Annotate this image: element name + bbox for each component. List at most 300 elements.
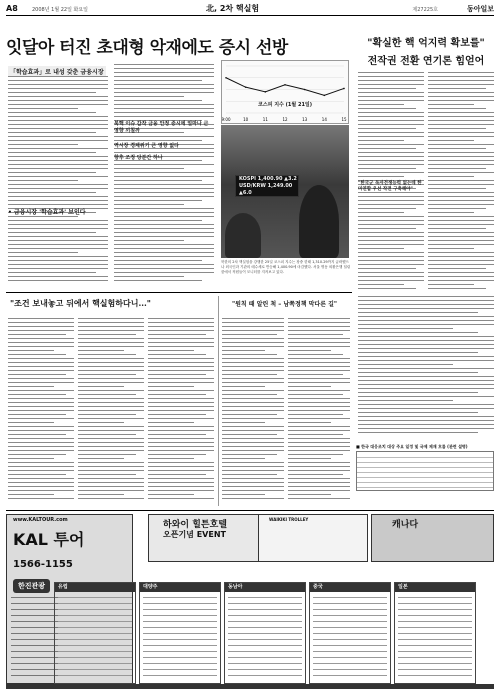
- text-line: [114, 212, 214, 213]
- lower-body-col5: [288, 318, 350, 504]
- text-line: [8, 172, 96, 173]
- text-line: [288, 338, 350, 339]
- region-ad-line: [58, 663, 132, 664]
- text-line: [78, 414, 136, 415]
- text-line: [288, 482, 350, 483]
- monitor-kospi: KOSPI 1,400.90 ▲3.2: [239, 176, 297, 182]
- text-line: [78, 410, 144, 411]
- text-line: [8, 180, 78, 181]
- region-ad-line: [58, 615, 132, 616]
- text-line: [222, 390, 284, 391]
- text-line: [8, 88, 108, 89]
- text-line: [358, 276, 424, 277]
- text-line: [78, 466, 144, 467]
- text-line: [288, 382, 350, 383]
- region-ad-line: [228, 609, 302, 610]
- text-line: [8, 240, 108, 241]
- text-line: [8, 124, 108, 125]
- text-line: [114, 176, 214, 177]
- text-line: [222, 474, 277, 475]
- text-line: [114, 264, 214, 265]
- text-line: [428, 100, 494, 101]
- text-line: [78, 430, 144, 431]
- text-line: [358, 324, 494, 325]
- text-line: [358, 328, 453, 329]
- kospi-data-point: [245, 86, 247, 88]
- text-line: [114, 76, 214, 77]
- text-line: [8, 318, 74, 319]
- text-line: [8, 220, 108, 221]
- text-line: [114, 200, 202, 201]
- text-line: [222, 346, 284, 347]
- trolley-ad: [258, 514, 368, 562]
- text-line: [288, 426, 350, 427]
- text-line: [358, 108, 416, 109]
- text-line: [358, 272, 424, 273]
- text-line: [78, 358, 144, 359]
- text-line: [358, 200, 424, 201]
- x-tick-label: 14: [321, 117, 327, 122]
- text-line: [358, 364, 453, 365]
- text-line: [358, 236, 424, 237]
- text-line: [114, 136, 214, 137]
- x-tick-label: 10: [243, 117, 249, 122]
- text-line: [428, 188, 486, 189]
- text-line: [288, 322, 350, 323]
- text-line: [148, 350, 194, 351]
- text-line: [8, 176, 108, 177]
- text-line: [428, 124, 494, 125]
- text-line: [222, 430, 284, 431]
- region-ad-line: [143, 645, 217, 646]
- text-line: [8, 366, 74, 367]
- text-line: [358, 368, 494, 369]
- text-line: [288, 466, 350, 467]
- text-line: [8, 128, 108, 129]
- kospi-data-point: [265, 91, 267, 93]
- text-line: [78, 354, 136, 355]
- region-ad-line: [228, 651, 302, 652]
- schedule-row: [357, 477, 493, 478]
- text-line: [358, 132, 424, 133]
- text-line: [114, 208, 214, 209]
- text-line: [288, 478, 350, 479]
- region-label: 일본: [395, 583, 475, 592]
- pull-quote-left: "조건 보내놓고 뒤에서 핵실험하다니...": [10, 298, 151, 308]
- region-label: 유럽: [55, 583, 135, 592]
- kospi-data-point: [343, 88, 345, 90]
- text-line: [358, 160, 424, 161]
- x-tick-label: 15: [341, 117, 347, 122]
- text-line: [222, 494, 265, 495]
- text-line: [222, 366, 284, 367]
- text-line: [8, 394, 66, 395]
- text-line: [8, 482, 74, 483]
- text-line: [222, 338, 284, 339]
- text-line: [358, 304, 494, 305]
- region-ad-line: [143, 639, 217, 640]
- text-line: [288, 350, 331, 351]
- region-ad-line: [58, 609, 132, 610]
- text-line: [428, 280, 494, 281]
- text-line: [8, 466, 74, 467]
- text-line: [8, 426, 74, 427]
- text-line: [78, 426, 144, 427]
- text-line: [114, 228, 214, 229]
- kospi-chart-svg: [222, 61, 348, 123]
- canada-title: 캐나다: [392, 520, 419, 530]
- text-line: [8, 334, 66, 335]
- text-line: [428, 144, 494, 145]
- text-line: [8, 490, 74, 491]
- text-line: [428, 236, 494, 237]
- text-line: [8, 378, 74, 379]
- region-ad-line: [143, 627, 217, 628]
- text-line: [288, 438, 350, 439]
- text-line: [288, 330, 350, 331]
- text-line: [148, 442, 214, 443]
- text-line: [428, 272, 494, 273]
- region-ad-line: [143, 669, 217, 670]
- text-line: [222, 450, 284, 451]
- text-line: [78, 382, 144, 383]
- text-line: [288, 418, 350, 419]
- text-line: [358, 136, 424, 137]
- text-line: [8, 160, 108, 161]
- text-line: [8, 92, 96, 93]
- text-line: [358, 360, 494, 361]
- text-line: [358, 416, 494, 417]
- text-line: [8, 120, 108, 121]
- text-line: [8, 192, 96, 193]
- region-ad-line: [228, 633, 302, 634]
- text-line: [114, 68, 214, 69]
- text-line: [288, 494, 331, 495]
- region-ad-line: [228, 639, 302, 640]
- text-line: [8, 382, 74, 383]
- text-line: [114, 276, 184, 277]
- text-line: [288, 422, 331, 423]
- text-line: [358, 340, 494, 341]
- text-line: [114, 64, 214, 65]
- text-line: [428, 248, 474, 249]
- text-line: [222, 466, 284, 467]
- issue-date: 2008년 1월 22일 화요일: [32, 7, 89, 13]
- text-line: [114, 224, 214, 225]
- text-line: [358, 344, 494, 345]
- side-headline: [358, 34, 494, 67]
- region-ad-line: [398, 657, 472, 658]
- text-line: [78, 402, 144, 403]
- text-line: [358, 252, 424, 253]
- text-line: [148, 498, 214, 499]
- text-line: [8, 76, 108, 77]
- text-line: [78, 422, 124, 423]
- text-line: [428, 108, 486, 109]
- text-line: [114, 268, 214, 269]
- text-line: [78, 434, 136, 435]
- text-line: [428, 80, 494, 81]
- kospi-chart: [221, 60, 349, 124]
- text-line: [428, 120, 494, 121]
- trading-room-photo: [221, 125, 349, 258]
- region-ad-line: [313, 597, 387, 598]
- region-ad-line: [313, 621, 387, 622]
- side-headline-line1: "확실한 핵 억지력 확보를": [367, 38, 485, 49]
- region-ad-line: [313, 675, 387, 676]
- text-line: [428, 176, 474, 177]
- text-line: [148, 342, 214, 343]
- text-line: [148, 450, 214, 451]
- kospi-series-line: [226, 78, 344, 96]
- text-line: [114, 236, 214, 237]
- column-divider: [218, 296, 219, 506]
- text-line: [428, 260, 494, 261]
- text-line: [8, 474, 66, 475]
- text-line: [358, 264, 424, 265]
- text-line: [78, 478, 144, 479]
- text-line: [288, 326, 350, 327]
- text-line: [78, 450, 144, 451]
- schedule-title: ■ 한국 대응조치 대상 주요 일정 및 국제 제재 흐름 (관련 설명): [356, 444, 468, 449]
- text-line: [8, 144, 78, 145]
- text-line: [222, 458, 265, 459]
- text-line: [222, 334, 277, 335]
- kospi-data-point: [225, 77, 227, 79]
- text-line: [358, 356, 494, 357]
- text-line: [8, 276, 108, 277]
- text-line: [358, 212, 404, 213]
- text-line: [358, 208, 416, 209]
- lower-body-col2: [78, 318, 144, 504]
- region-ad-line: [313, 657, 387, 658]
- text-line: [114, 216, 214, 217]
- text-line: [8, 422, 54, 423]
- text-line: [428, 216, 494, 217]
- text-line: [358, 84, 424, 85]
- region-ad-line: [398, 627, 472, 628]
- text-line: [148, 406, 214, 407]
- text-line: [222, 374, 277, 375]
- text-line: [8, 390, 74, 391]
- region-ad-line: [398, 609, 472, 610]
- text-line: [8, 322, 74, 323]
- text-line: [148, 374, 206, 375]
- text-line: [428, 276, 494, 277]
- text-line: [428, 112, 494, 113]
- text-line: [358, 300, 494, 301]
- text-line: [78, 346, 144, 347]
- region-ad-line: [58, 669, 132, 670]
- text-line: [148, 430, 214, 431]
- text-line: [428, 264, 494, 265]
- text-line: [148, 366, 214, 367]
- text-line: [358, 120, 424, 121]
- text-line: [358, 312, 478, 313]
- page-number: A8: [6, 4, 18, 13]
- text-line: [148, 326, 214, 327]
- kal-partner: 한진관광: [13, 579, 50, 593]
- text-line: [288, 366, 350, 367]
- text-line: [8, 442, 74, 443]
- text-line: [148, 482, 214, 483]
- text-line: [8, 224, 108, 225]
- text-line: [222, 498, 284, 499]
- text-line: [288, 410, 350, 411]
- text-line: [288, 374, 343, 375]
- text-line: [148, 434, 206, 435]
- text-line: [8, 244, 108, 245]
- text-line: [114, 168, 184, 169]
- text-line: [428, 140, 474, 141]
- text-line: [78, 338, 144, 339]
- region-ad-line: [228, 645, 302, 646]
- region-ad-line: [58, 639, 132, 640]
- text-line: [222, 326, 284, 327]
- photo-person: [225, 213, 261, 258]
- text-line: [358, 116, 424, 117]
- text-line: [8, 386, 54, 387]
- text-line: [148, 478, 214, 479]
- text-line: [288, 474, 343, 475]
- text-line: [428, 148, 486, 149]
- text-line: [148, 322, 214, 323]
- text-line: [114, 108, 214, 109]
- text-line: [288, 414, 343, 415]
- text-line: [358, 320, 494, 321]
- x-tick-label: 12: [282, 117, 288, 122]
- text-line: [8, 418, 74, 419]
- text-line: [114, 140, 202, 141]
- text-line: [288, 498, 350, 499]
- footer-bar: [6, 684, 494, 689]
- text-line: [8, 434, 66, 435]
- region-ad-line: [228, 615, 302, 616]
- text-line: [114, 260, 202, 261]
- text-line: [358, 296, 494, 297]
- text-line: [78, 486, 144, 487]
- text-line: [358, 384, 494, 385]
- text-line: [78, 494, 124, 495]
- text-line: [8, 374, 66, 375]
- article-box-question-3: 향후 조정 당분간 하나: [114, 155, 163, 161]
- text-line: [358, 112, 424, 113]
- schedule-row: [357, 487, 493, 488]
- text-line: [288, 386, 331, 387]
- text-line: [358, 72, 424, 73]
- text-line: [358, 96, 424, 97]
- text-line: [8, 96, 108, 97]
- text-line: [148, 330, 214, 331]
- text-line: [358, 376, 494, 377]
- text-line: [148, 474, 206, 475]
- text-line: [222, 386, 265, 387]
- region-ad-line: [398, 597, 472, 598]
- chart-annotation: 코스피 지수 (1월 21일): [258, 102, 313, 108]
- text-line: [358, 128, 416, 129]
- region-ad-line: [143, 597, 217, 598]
- trolley-title: WAIKIKI TROLLEY: [269, 517, 309, 522]
- text-line: [288, 446, 350, 447]
- text-line: [8, 104, 108, 105]
- x-tick-label: 9:00: [222, 117, 231, 122]
- text-line: [358, 396, 494, 397]
- text-line: [78, 418, 144, 419]
- text-line: [78, 322, 144, 323]
- text-line: [148, 462, 214, 463]
- text-line: [148, 338, 214, 339]
- article-subhead: 「학습효과」로 내성 갖춘 금융시장: [8, 66, 106, 77]
- text-line: [358, 104, 404, 105]
- text-line: [8, 458, 54, 459]
- text-line: [8, 454, 66, 455]
- text-line: [8, 438, 74, 439]
- text-line: [358, 156, 424, 157]
- text-line: [358, 192, 424, 193]
- text-line: [148, 418, 214, 419]
- text-line: [358, 408, 494, 409]
- text-line: [222, 330, 284, 331]
- article-box-question-2: 역시장 경제위기 큰 영향 없다: [114, 143, 179, 149]
- text-line: [358, 380, 494, 381]
- text-line: [428, 204, 494, 205]
- text-line: [222, 422, 265, 423]
- text-line: [222, 470, 284, 471]
- text-line: [222, 370, 284, 371]
- text-line: [358, 392, 478, 393]
- ad-divider: [6, 510, 494, 511]
- schedule-table: [356, 451, 494, 491]
- text-line: [114, 272, 214, 273]
- text-line: [8, 338, 74, 339]
- text-line: [78, 378, 144, 379]
- text-line: [78, 334, 136, 335]
- region-ad-line: [313, 663, 387, 664]
- text-line: [358, 196, 424, 197]
- text-line: [288, 354, 343, 355]
- region-ad-box: [309, 582, 391, 684]
- text-line: [288, 362, 350, 363]
- text-line: [8, 168, 108, 169]
- page-header: [6, 3, 494, 16]
- text-line: [148, 466, 214, 467]
- text-line: [8, 462, 74, 463]
- text-line: [78, 398, 144, 399]
- text-line: [8, 184, 108, 185]
- text-line: [288, 370, 350, 371]
- text-line: [222, 382, 284, 383]
- text-line: [222, 434, 277, 435]
- text-line: [148, 438, 214, 439]
- text-line: [8, 196, 108, 197]
- article-body-col2: [114, 64, 214, 284]
- text-line: [428, 104, 474, 105]
- x-tick-label: 11: [262, 117, 268, 122]
- text-line: [148, 470, 214, 471]
- region-ad-line: [58, 603, 132, 604]
- text-line: [114, 112, 214, 113]
- text-line: [222, 398, 284, 399]
- text-line: [428, 224, 494, 225]
- text-line: [428, 128, 486, 129]
- text-line: [8, 204, 108, 205]
- region-ad-line: [228, 603, 302, 604]
- text-line: [114, 88, 214, 89]
- text-line: [428, 268, 486, 269]
- text-line: [8, 342, 74, 343]
- region-ad-line: [143, 633, 217, 634]
- text-line: [8, 350, 54, 351]
